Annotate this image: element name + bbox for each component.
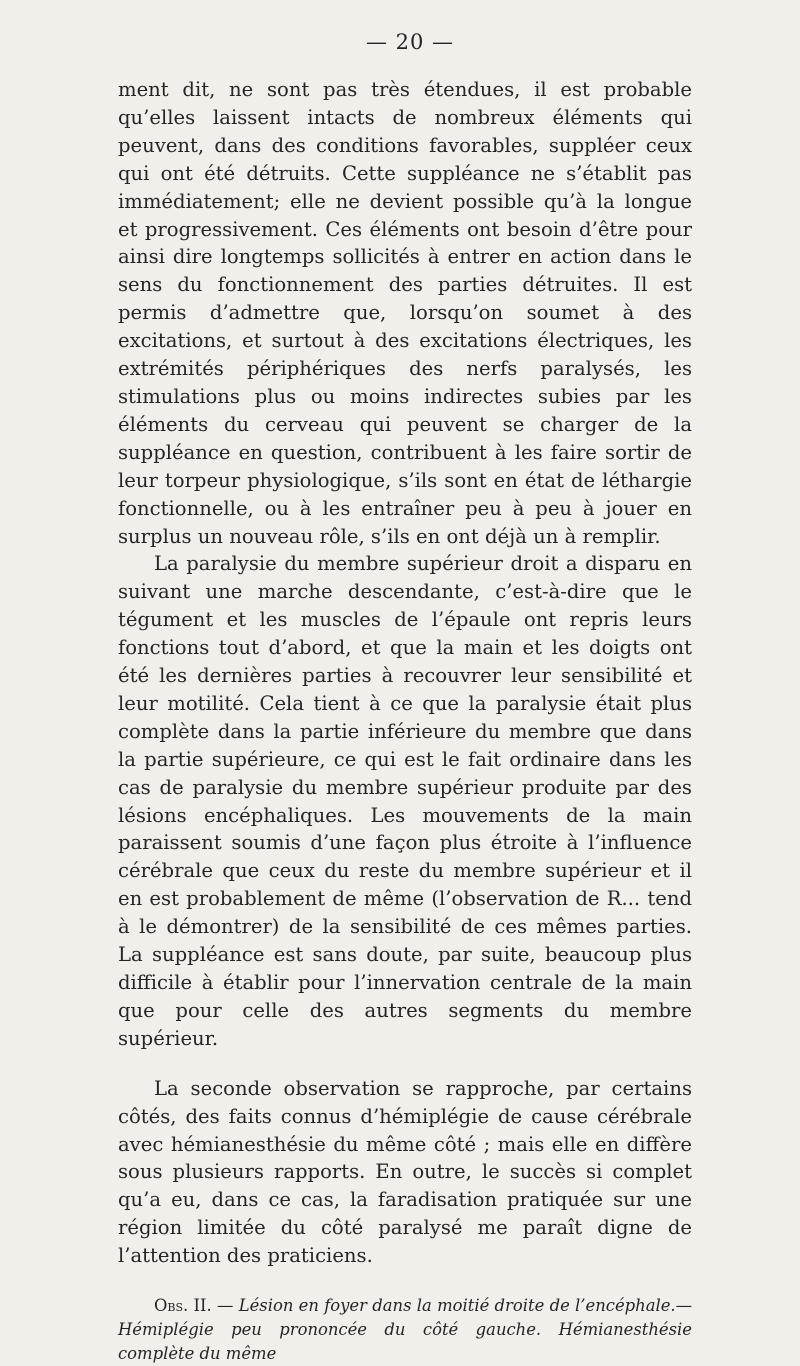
paragraph-spacer <box>118 1053 692 1075</box>
observation-dash: — <box>211 1296 239 1316</box>
observation-label: Obs. II. <box>154 1296 212 1316</box>
observation-heading <box>118 1294 692 1366</box>
observation-title: Lésion en foyer dans la moitié droite de l’encéphale.— Hémiplégie peu prononcée du côté gauche. Hémianesthésie complète du même <box>118 1296 693 1364</box>
paragraph-paralysis-course: La paralysie du membre supérieur droit a disparu en suivant une marche descendante, c’est-à-dire que le tégument et les muscles de l’épaule ont repris leurs fonctions tout d’abord, et que la main et les doigts ont été les dernières parties à recouvrer leur sensibilité et leur motilité. Cela tient à ce que la paralysie était plus complète dans la partie inférieure du membre que dans la partie supérieure, ce qui est le fait ordinaire dans les cas de paralysie du membre supérieur produite par des lésions encéphaliques. Les mouvements de la main paraissent soumis d’une façon plus étroite à l’influence cérébrale que ceux du reste du membre supérieur et il en est probablement de même (l’observation de R... tend à le démontrer) de la sensibilité de ces mêmes parties. La suppléance est sans doute, par suite, beaucoup plus difficile à établir pour l’innervation centrale de la main que pour celle des autres segments du membre supérieur. <box>118 552 692 1050</box>
page-number: — 20 — <box>365 30 455 54</box>
paragraph-continuation: ment dit, ne sont pas très étendues, il est probable qu’elles laissent intacts de nombreux éléments qui peuvent, dans des conditions favorables, suppléer ceux qui ont été détruits. Cette suppléance ne s’établit pas immédiatement; elle ne devient possible qu’à la longue et progressivement. Ces éléments ont besoin d’être pour ainsi dire longtemps sollicités à entrer en action dans le sens du fonctionnement des parties détruites. Il est permis d’admettre que, lorsqu’on soumet à des excitations, et surtout à des excitations électriques, les extrémités périphériques des nerfs paralysés, les stimulations plus ou moins indirectes subies par les éléments du cerveau qui peuvent se charger de la suppléance en question, contribuent à les faire sortir de leur torpeur physiologique, s’ils sont en état de léthargie fonctionnelle, ou à les entraîner peu à peu à jouer en surplus un nouveau rôle, s’ils en ont déjà un à remplir. <box>118 78 692 548</box>
paragraph-second-observation: La seconde observation se rapproche, par certains côtés, des faits connus d’hémiplégie de cause cérébrale avec hémianesthésie du même côté ; mais elle en diffère sous plusieurs rapports. En outre, le succès si complet qu’a eu, dans ce cas, la faradisation pratiquée sur une région limitée du côté paralysé me paraît digne de l’attention des praticiens. <box>118 1076 692 1268</box>
